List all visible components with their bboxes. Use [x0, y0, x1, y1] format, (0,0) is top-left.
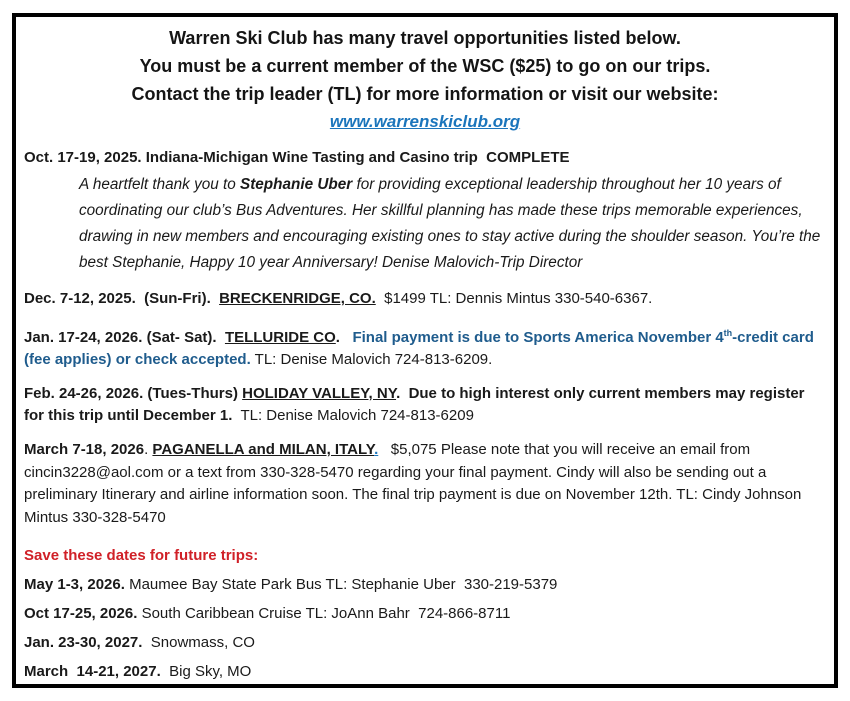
trip-oct-wine-casino — [24, 147, 826, 169]
trip-paganella-milan — [24, 439, 826, 529]
trip-details: TL: Denise Malovich 724-813-6209. — [250, 351, 493, 368]
trip-destination-period: . — [335, 329, 353, 346]
trip-destination: PAGANELLA and MILAN, ITALY — [152, 441, 375, 458]
website-link-line — [24, 108, 826, 135]
header-line-1: Warren Ski Club has many travel opportunities listed below. — [169, 28, 681, 48]
thanks-honoree-name: Stephanie Uber — [240, 176, 353, 193]
trip-details: Maumee Bay State Park Bus TL: Stephanie Uber 330-219-5379 — [124, 576, 558, 593]
trip-date: Jan. 23-30, 2027. — [24, 634, 143, 651]
payment-notice-cont: -credit card (fee applies) or check accepted. — [24, 329, 819, 368]
trip-date: Feb. 24-26, 2026. (Tues-Thurs) — [24, 385, 243, 402]
trip-details: South Caribbean Cruise TL: JoAnn Bahr 724-866-8711 — [137, 605, 511, 622]
trip-date-separator: . — [144, 441, 153, 458]
thanks-text-pre: A heartfelt thank you to — [79, 176, 240, 193]
trip-date: March 7-18, 2026 — [24, 441, 145, 458]
trip-destination: BRECKENRIDGE, CO. — [219, 290, 376, 307]
trip-title: Oct. 17-19, 2025. Indiana-Michigan Wine Tasting and Casino trip COMPLETE — [24, 149, 570, 166]
trip-date: Oct 17-25, 2026. — [24, 605, 138, 622]
trip-destination: HOLIDAY VALLEY, NY — [242, 385, 397, 402]
future-trip-caribbean-cruise — [24, 603, 826, 625]
trip-details: TL: Denise Malovich 724-813-6209 — [232, 407, 474, 424]
trip-date: May 1-3, 2026. — [24, 576, 125, 593]
trip-details: $5,075 Please note that you will receive an email from cincin3228@aol.com or a text from 330-328-5470 regarding your final payment. Cindy will also be sending out a preliminary Itinerary and airline information soon. The final trip payment is due on November 12th. TL: Cindy Johnson Mintus 330-328-5470 — [24, 441, 806, 526]
trip-destination: TELLURIDE CO — [224, 329, 336, 346]
trip-breckenridge — [24, 288, 826, 310]
registration-notice: . Due to high interest only current members may register for this trip until December 1. — [24, 385, 809, 424]
trip-destination-period: . — [374, 441, 379, 458]
thank-you-note — [79, 172, 826, 276]
thanks-text-post: for providing exceptional leadership throughout her 10 years of coordinating our club’s Bus Adventures. Her skillful planning has made these trips memorable experiences, drawing in new members and encouraging existing ones to stay active during the shoulder season. You’re the best Stephanie, Happy 10 year Anniversary! Denise Malovich-Trip Director — [79, 176, 821, 271]
trip-details: Big Sky, MO — [160, 663, 252, 680]
trip-telluride — [24, 322, 826, 371]
future-trips-heading: Save these dates for future trips: — [24, 547, 259, 564]
flyer-frame — [12, 13, 838, 688]
trip-date: March 14-21, 2027. — [24, 663, 161, 680]
website-link[interactable]: www.warrenskiclub.org — [329, 112, 521, 131]
payment-notice-ordinal: th — [723, 328, 733, 338]
trip-holiday-valley — [24, 383, 826, 427]
trip-date: Dec. 7-12, 2025. (Sun-Fri). — [24, 290, 220, 307]
future-trip-snowmass — [24, 632, 826, 654]
future-trip-maumee-bay — [24, 574, 826, 596]
trip-date: Jan. 17-24, 2026. (Sat- Sat). — [24, 329, 225, 346]
trip-details: $1499 TL: Dennis Mintus 330-540-6367. — [375, 290, 653, 307]
payment-notice: Final payment is due to Sports America November 4 — [352, 329, 724, 346]
future-trip-big-sky — [24, 661, 826, 683]
header-line-3: Contact the trip leader (TL) for more information or visit our website: — [131, 84, 719, 104]
header-block — [24, 24, 826, 135]
header-line-2: You must be a current member of the WSC ($25) to go on our trips. — [139, 56, 711, 76]
trip-details: Snowmass, CO — [142, 634, 255, 651]
